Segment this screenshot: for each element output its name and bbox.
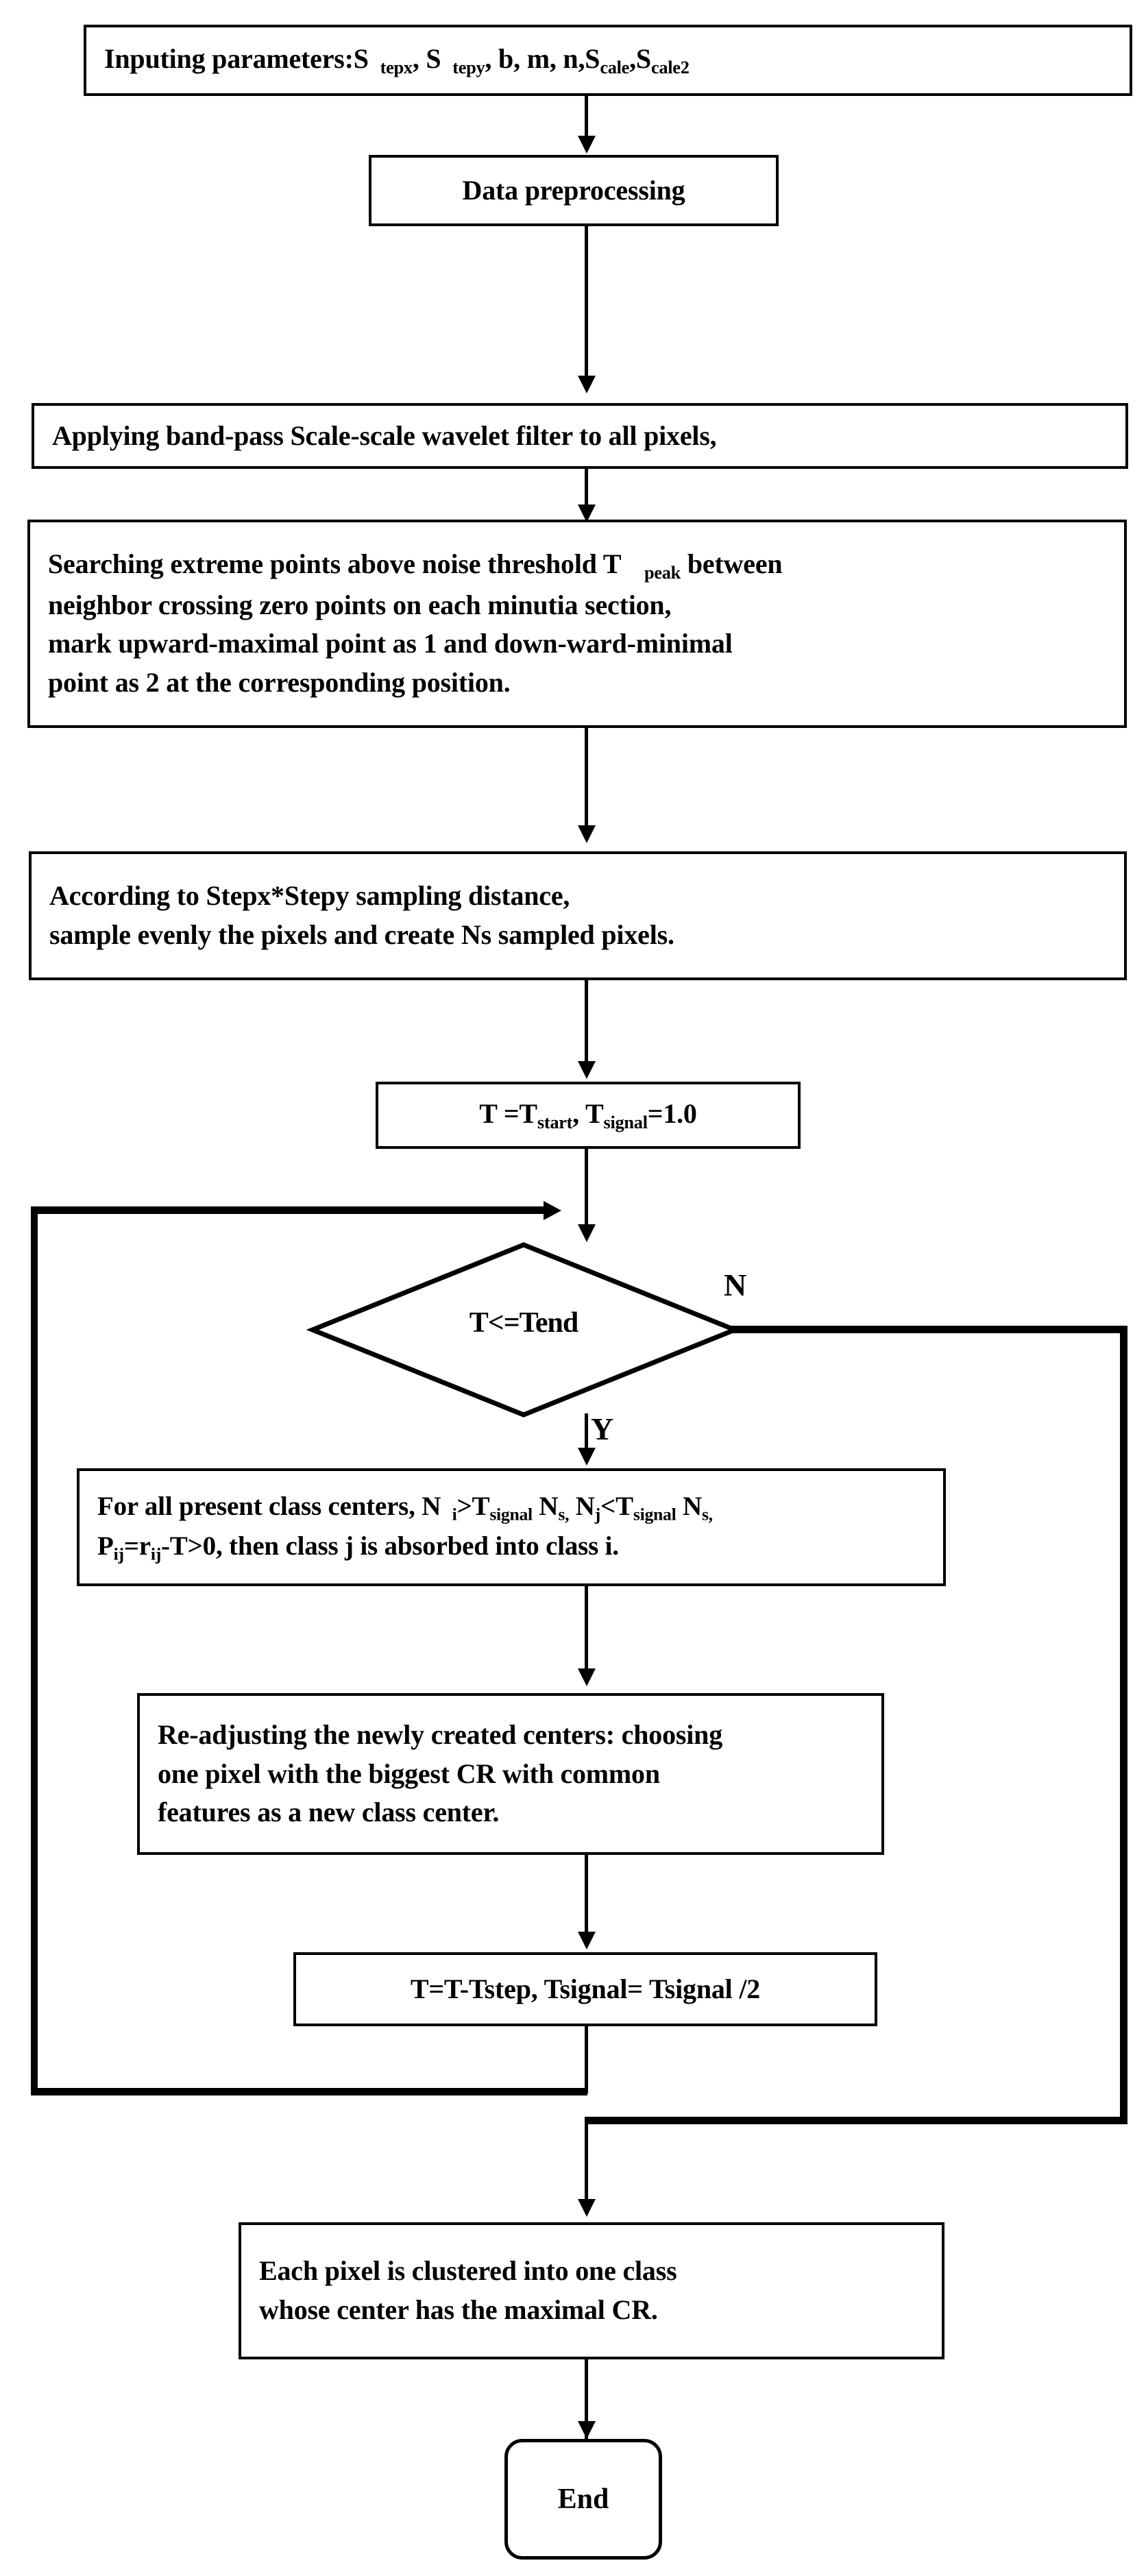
initialize-t-text: $T =T_{start}$, $T_{signal}=1.0$	[479, 1098, 697, 1133]
branch-label-no: N	[724, 1267, 747, 1302]
connector-readjust-to-decrement	[585, 1855, 588, 1939]
readjust-centers-text: Re-adjusting the newly created centers: choosing one pixel with the biggest CR with common features as a new class center.	[158, 1718, 722, 1828]
node-searching-extreme-points	[27, 520, 1127, 728]
arrowhead-loopback	[544, 1201, 561, 1220]
arrowhead-9	[578, 1932, 596, 1949]
node-input-parameters	[84, 25, 1132, 96]
no-branch-horizontal	[731, 1326, 1127, 1333]
connector-sampling-to-init	[585, 980, 588, 1068]
loopback-horizontal-bottom	[31, 2088, 587, 2095]
connector-merge-to-cluster	[585, 2117, 588, 2206]
connector-init-to-decision	[585, 1149, 588, 1232]
node-decrement-t	[293, 1952, 877, 2026]
branch-label-yes: Y	[591, 1411, 614, 1446]
node-readjust-centers	[137, 1693, 884, 1855]
loopback-left-rail	[31, 1206, 38, 2095]
decision-label: T<=Tend	[469, 1307, 578, 1339]
arrowhead-1	[578, 136, 596, 154]
node-initialize-t	[376, 1082, 801, 1149]
end-terminator-text: End	[557, 2483, 609, 2515]
node-wavelet-filter	[32, 403, 1128, 469]
decrement-t-text: T=T-Tstep, Tsignal= Tsignal /2	[410, 1973, 761, 2004]
node-cluster-pixels	[239, 2222, 944, 2359]
cluster-pixels-text: Each pixel is clustered into one class whose center has the maximal CR.	[259, 2255, 677, 2325]
node-sampling-pixels	[29, 851, 1127, 980]
loopback-horizontal-top	[31, 1206, 552, 1214]
node-decision-t-le-tend	[310, 1242, 737, 1418]
data-preprocessing-text: Data preprocessing	[462, 174, 685, 206]
arrowhead-11	[578, 2421, 596, 2439]
searching-extreme-text: Searching extreme points above noise threshold T $_{peak}$ between neighbor crossing zero points on each minutia section, mark upward-maximal point as 1 and down-ward-minimal point as 2 at the corresponding position.	[48, 548, 783, 698]
connector-decrement-to-loopback	[585, 2026, 588, 2093]
node-end-terminator	[504, 2439, 662, 2560]
absorb-classes-text: For all present class centers, N $_i>T_{signal}$ $N_{s,}$ $N_j<T_{signal}$ $N_{s,}$ $P_{ij}=r_{ij}-T>0$, then class j is absorbed into class i.	[97, 1491, 713, 1564]
connector-preprocess-to-filter	[585, 226, 588, 382]
node-absorb-classes	[77, 1468, 946, 1586]
input-parameters-text: Inputing parameters:S $_{tepx}$, S $_{tepy}$, b, m, $n,S_{cale},S_{cale2}$	[104, 43, 690, 78]
connector-search-to-sampling	[585, 728, 588, 832]
arrowhead-2	[578, 376, 596, 393]
no-branch-right-rail	[1120, 1326, 1127, 2124]
connector-absorb-to-readjust	[585, 1586, 588, 1675]
wavelet-filter-text: Applying band-pass Scale-scale wavelet filter to all pixels,	[52, 420, 717, 451]
sampling-pixels-text: According to Stepx*Stepy sampling distance, sample evenly the pixels and create Ns sampled pixels.	[49, 880, 674, 950]
no-branch-bottom-horizontal	[585, 2117, 1127, 2124]
arrowhead-5	[578, 1061, 596, 1079]
arrowhead-4	[578, 825, 596, 843]
node-data-preprocessing	[369, 155, 779, 226]
arrowhead-6	[578, 1224, 596, 1242]
arrowhead-10	[578, 2199, 596, 2217]
arrowhead-7	[578, 1448, 596, 1466]
arrowhead-8	[578, 1668, 596, 1686]
